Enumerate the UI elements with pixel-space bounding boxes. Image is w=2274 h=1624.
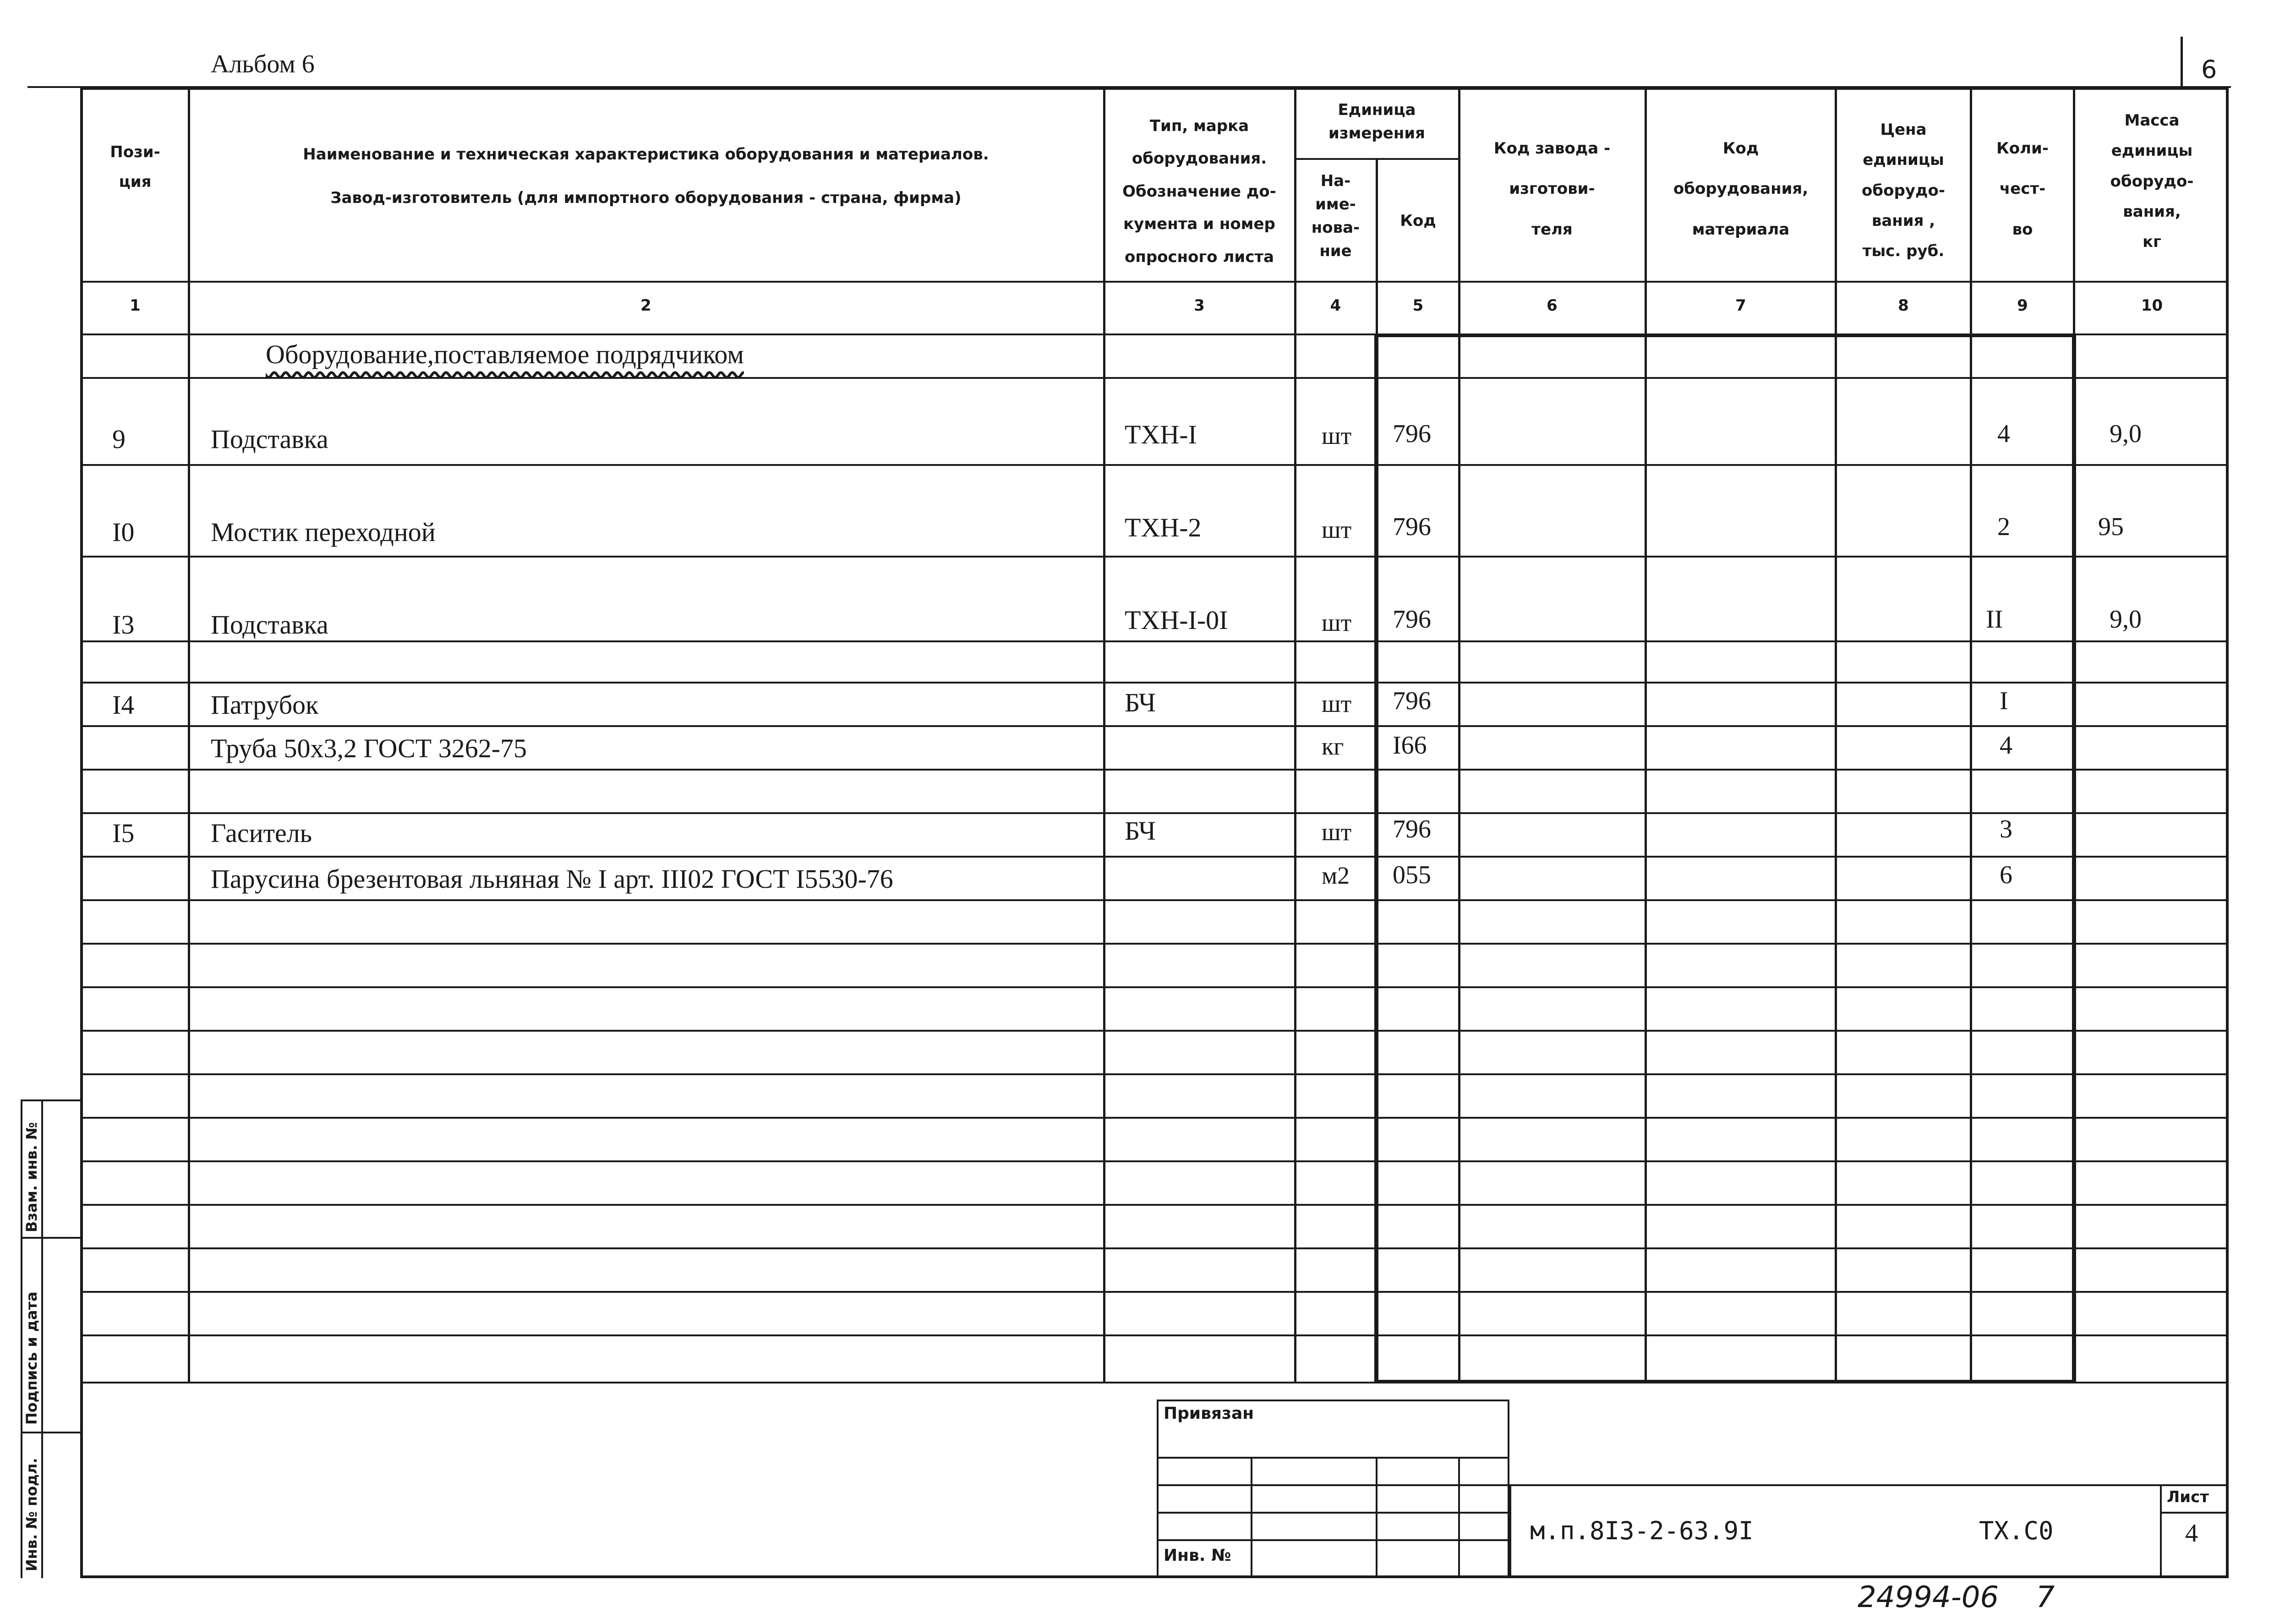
handwritten-number: 24994-06 7 <box>1858 1580 2055 1614</box>
row-name: Патрубок <box>211 690 319 720</box>
header-unit-line: измерения <box>1328 124 1425 142</box>
header-col8-line: тыс. руб. <box>1862 242 1945 261</box>
row-name: Парусина брезентовая льняная № I арт. III02 ГОСТ I5530-76 <box>211 864 893 894</box>
colnum-9: 9 <box>2017 296 2028 315</box>
header-col1-line: ция <box>119 172 152 191</box>
row-unit: шт <box>1322 422 1352 449</box>
row-name: Подставка <box>211 610 328 640</box>
sheet-number: 4 <box>2185 1519 2198 1547</box>
stamp-vline <box>1251 1457 1252 1578</box>
row-line <box>80 1030 2229 1032</box>
row-mass: 95 <box>2098 513 2124 541</box>
row-unit: м2 <box>1322 862 1350 889</box>
header-col10-line: вания, <box>2123 202 2181 221</box>
row-qty: I <box>2000 687 2008 715</box>
unit-group-line <box>1294 158 1459 160</box>
stamp-line <box>1157 1457 1509 1459</box>
header-col2 <box>190 133 1102 220</box>
colnum-4: 4 <box>1330 296 1341 315</box>
row-qty: 4 <box>1997 420 2010 448</box>
row-line <box>80 640 2229 642</box>
row-line <box>80 986 2229 988</box>
header-col4-line: нова- <box>1311 219 1360 237</box>
header-col10-line: Масса <box>2124 111 2180 130</box>
row-line <box>80 1291 2229 1293</box>
row-type: ТХН-I-0I <box>1125 605 1228 635</box>
header-col9-line: чест- <box>1999 180 2046 198</box>
side-label-podpis: Подпись и дата <box>23 1291 40 1425</box>
header-col9-line: во <box>2012 220 2033 239</box>
row-line <box>80 464 2229 466</box>
header-unit-group <box>1296 98 1458 145</box>
stamp-line <box>1157 1539 1509 1541</box>
row-type: ТХН-I <box>1125 420 1197 449</box>
header-col6-line: изготови- <box>1509 180 1595 198</box>
header-col3-line: Тип, марка <box>1149 117 1249 135</box>
side-stamp-divider <box>41 1099 43 1578</box>
stamp-line <box>1157 1484 2229 1486</box>
row-pos: I5 <box>112 818 135 848</box>
side-label-inv-podl: Инв. № подл. <box>23 1458 40 1571</box>
header-col1-line: Пози- <box>110 143 160 161</box>
privyazan-label: Привязан <box>1164 1404 1254 1423</box>
row-mass: 9,0 <box>2110 420 2142 448</box>
side-stamp-line <box>21 1237 80 1239</box>
page-corner-number: 6 <box>2201 55 2217 84</box>
row-name: Труба 50х3,2 ГОСТ 3262-75 <box>211 733 527 763</box>
row-line <box>80 812 2229 814</box>
row-code: 796 <box>1393 420 1431 448</box>
row-code: I66 <box>1393 731 1427 760</box>
row-mass: 9,0 <box>2110 605 2142 634</box>
header-col5-line: Код <box>1400 212 1436 230</box>
header-col6-line: Код завода - <box>1493 139 1611 158</box>
row-pos: 9 <box>112 424 126 454</box>
side-label-vzam: Взам. инв. № <box>23 1122 40 1232</box>
header-col8-line: единицы <box>1863 151 1944 170</box>
row-line <box>80 682 2229 684</box>
thick-left <box>1374 334 1378 1383</box>
header-col7-line: Код <box>1722 139 1759 158</box>
header-col10-line: кг <box>2143 233 2161 252</box>
header-col10 <box>2075 105 2229 257</box>
row-line <box>80 943 2229 945</box>
header-col3-line: кумента и номер <box>1123 215 1275 234</box>
colnum-bottom <box>80 334 2229 335</box>
header-col10-line: единицы <box>2111 142 2193 160</box>
header-col9 <box>1972 128 2073 250</box>
row-line <box>80 1247 2229 1249</box>
colnum-2: 2 <box>640 296 651 315</box>
header-col5 <box>1378 206 1458 236</box>
row-pos: I4 <box>112 690 135 720</box>
sheet-box-line <box>2160 1512 2229 1514</box>
row-code: 796 <box>1393 815 1431 843</box>
header-col4 <box>1296 170 1376 263</box>
header-col6 <box>1460 128 1644 250</box>
row-unit: шт <box>1322 818 1352 846</box>
document-mark: ТХ.С0 <box>1979 1516 2054 1545</box>
row-line <box>80 856 2229 858</box>
row-code: 055 <box>1393 861 1431 889</box>
colnum-5: 5 <box>1412 296 1424 315</box>
document-code: м.п.8I3-2-63.9I <box>1530 1516 1754 1545</box>
header-col9-line: Коли- <box>1996 139 2049 158</box>
row-qty: 4 <box>2000 731 2012 760</box>
row-type: БЧ <box>1125 688 1156 717</box>
colnum-10: 10 <box>2141 296 2163 315</box>
row-type: БЧ <box>1125 816 1156 846</box>
header-col8-line: Цена <box>1880 120 1927 139</box>
stamp-vline <box>1509 1484 1511 1578</box>
row-line <box>80 377 2229 379</box>
header-col3-line: опросного листа <box>1124 247 1274 266</box>
inv-no-label: Инв. № <box>1164 1546 1231 1565</box>
row-name: Гаситель <box>211 818 312 848</box>
row-line <box>80 725 2229 727</box>
row-line <box>80 556 2229 558</box>
row-code: 796 <box>1393 687 1431 715</box>
header-col7-line: материала <box>1692 220 1790 239</box>
header-col10-line: оборудо- <box>2110 172 2194 191</box>
row-unit: шт <box>1322 609 1352 636</box>
header-col7-line: оборудования, <box>1673 180 1809 198</box>
stamp-line <box>1157 1512 1509 1514</box>
row-name: Подставка <box>211 424 328 454</box>
row-qty: II <box>1986 605 2003 634</box>
header-col4-line: На- <box>1320 172 1351 190</box>
section-title: Оборудование,поставляемое подрядчиком <box>266 339 744 369</box>
table-bottom <box>80 1382 2229 1383</box>
corner-divider <box>2181 37 2183 87</box>
header-col2-line1: Наименование и техническая характеристика оборудования и материалов. <box>303 145 989 164</box>
row-pos: I0 <box>112 517 135 547</box>
row-line <box>80 899 2229 901</box>
album-label: Альбом 6 <box>211 50 315 78</box>
thick-right <box>2072 334 2076 1383</box>
header-col1 <box>82 137 188 197</box>
row-line <box>80 1204 2229 1206</box>
side-stamp-line <box>21 1432 80 1433</box>
header-col3 <box>1105 110 1294 273</box>
colnum-7: 7 <box>1735 296 1746 315</box>
header-col8-line: вания , <box>1871 211 1935 230</box>
row-code: 796 <box>1393 513 1431 541</box>
header-col3-line: оборудования. <box>1132 149 1267 168</box>
header-bottom <box>80 281 2229 283</box>
colnum-1: 1 <box>130 296 141 315</box>
row-qty: 3 <box>2000 815 2012 843</box>
row-line <box>80 1073 2229 1075</box>
row-code: 796 <box>1393 605 1431 634</box>
colnum-3: 3 <box>1194 296 1205 315</box>
sheet-label: Лист <box>2167 1488 2209 1506</box>
row-pos: I3 <box>112 610 135 640</box>
row-unit: кг <box>1322 733 1344 760</box>
header-col4-line: име- <box>1315 195 1356 213</box>
header-col4-line: ние <box>1319 242 1352 260</box>
row-line <box>80 1160 2229 1162</box>
row-unit: шт <box>1322 690 1352 717</box>
colnum-6: 6 <box>1547 296 1558 315</box>
row-line <box>80 769 2229 771</box>
row-qty: 2 <box>1997 513 2010 541</box>
row-line <box>80 1117 2229 1119</box>
row-name: Мостик переходной <box>211 517 436 547</box>
stamp-vline <box>1458 1457 1460 1578</box>
header-col6-line: теля <box>1531 220 1573 239</box>
stamp-vline <box>1376 1457 1378 1578</box>
row-qty: 6 <box>2000 861 2012 889</box>
header-col8-line: оборудо- <box>1862 181 1945 200</box>
header-col8 <box>1837 115 1970 266</box>
header-col3-line: Обозначение до- <box>1122 182 1276 201</box>
colnum-8: 8 <box>1898 296 1909 315</box>
header-col7 <box>1647 128 1835 250</box>
header-unit-line: Единица <box>1338 101 1416 119</box>
row-type: ТХН-2 <box>1125 513 1202 542</box>
header-col2-line2: Завод-изготовитель (для импортного оборудования - страна, фирма) <box>330 189 962 208</box>
row-unit: шт <box>1322 516 1352 543</box>
row-line <box>80 1334 2229 1336</box>
sheet-box-left <box>2160 1484 2162 1578</box>
